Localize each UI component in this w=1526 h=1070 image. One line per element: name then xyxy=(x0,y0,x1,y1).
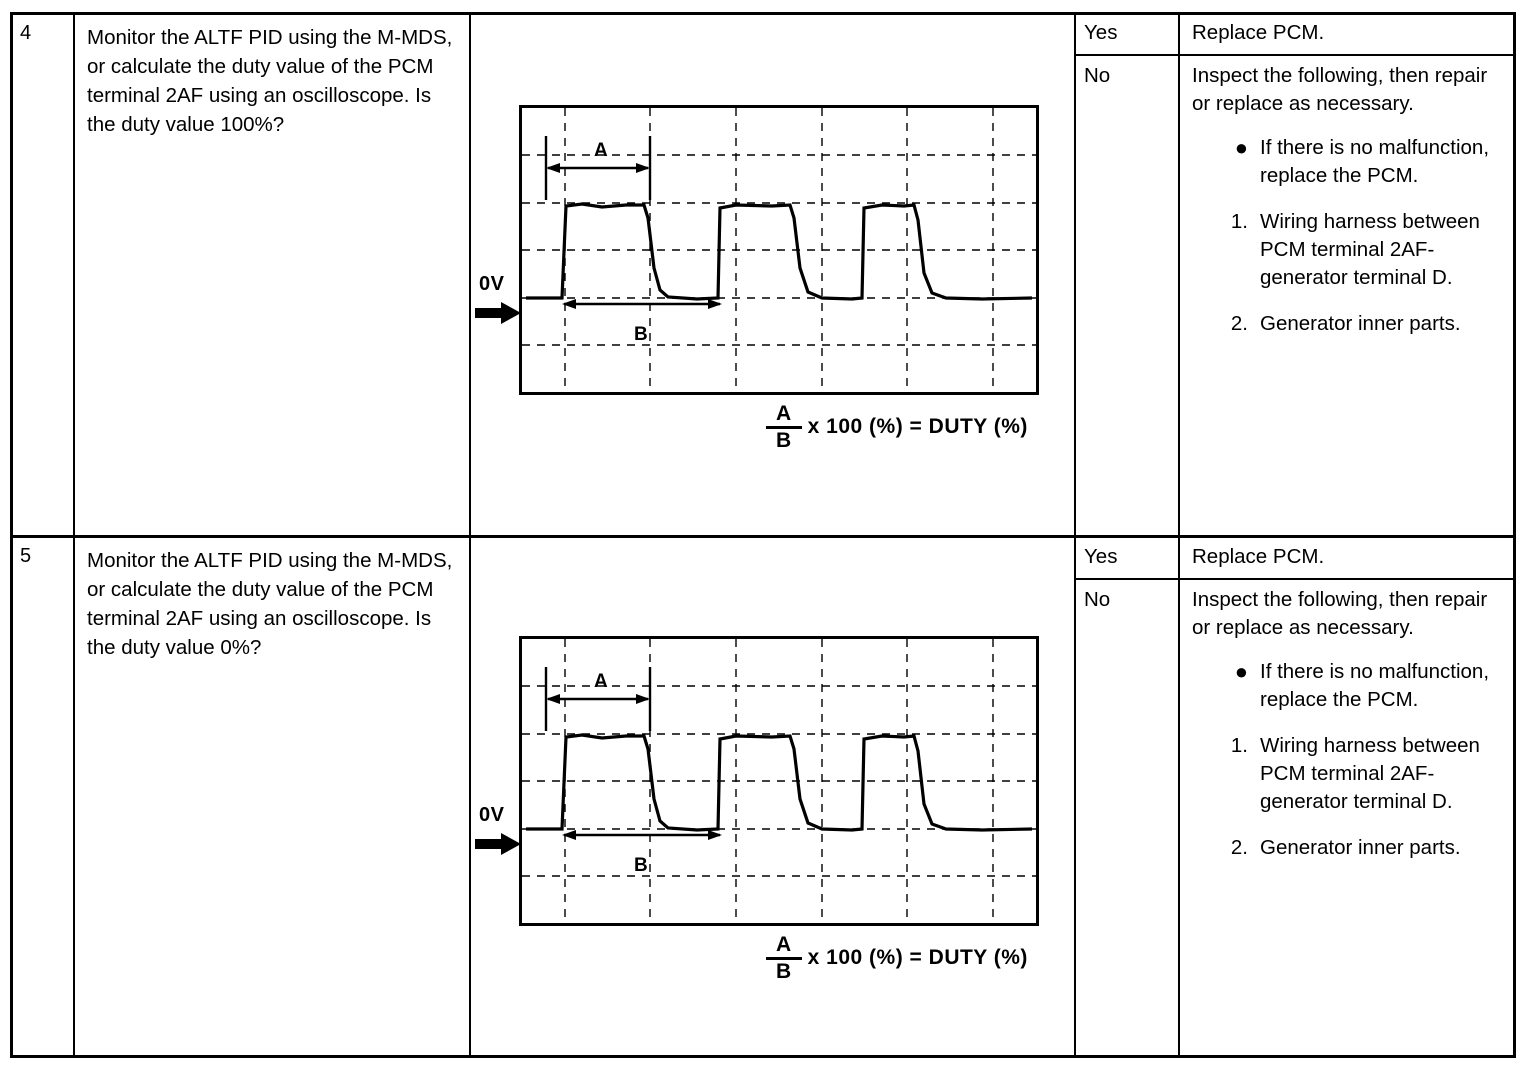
list-text: If there is no malfunction, replace the PCM. xyxy=(1260,136,1490,187)
action-yes: Replace PCM. xyxy=(1180,538,1513,580)
duty-formula-rest: x 100 (%) = DUTY (%) xyxy=(807,415,1028,439)
answer-no: No xyxy=(1084,588,1111,611)
step-number-cell xyxy=(13,15,75,535)
oscilloscope-figure xyxy=(471,538,1076,1055)
list-marker: 2. xyxy=(1230,312,1248,335)
action-column xyxy=(1180,538,1513,1055)
action-no xyxy=(1180,56,1513,535)
scope-waveform xyxy=(522,108,1036,392)
duty-denominator: B xyxy=(776,429,792,452)
step-question-cell xyxy=(75,538,471,1055)
duty-numerator: A xyxy=(766,403,802,429)
action-no-text: Inspect the following, then repair or replace as necessary. xyxy=(1192,588,1488,639)
label-a: A xyxy=(594,140,608,161)
zero-volt-arrow-icon xyxy=(475,300,523,328)
scope-screen xyxy=(519,636,1039,926)
zero-volt-label: 0V xyxy=(479,804,505,826)
action-no-list xyxy=(1192,658,1503,862)
duty-fraction xyxy=(766,403,802,452)
label-b: B xyxy=(634,855,648,876)
step-question-cell xyxy=(75,15,471,535)
duty-formula-rest: x 100 (%) = DUTY (%) xyxy=(807,946,1028,970)
list-text: Wiring harness between PCM terminal 2AF-generator terminal D. xyxy=(1260,734,1480,813)
answer-yes: Yes xyxy=(1076,538,1178,580)
zero-volt-arrow-icon xyxy=(475,831,523,859)
answer-yes: Yes xyxy=(1076,15,1178,56)
list-item xyxy=(1192,208,1503,292)
oscilloscope-figure-cell xyxy=(471,15,1076,535)
table-row xyxy=(13,15,1513,538)
list-item xyxy=(1192,134,1503,190)
duty-numerator: A xyxy=(766,934,802,960)
list-item xyxy=(1192,310,1503,338)
action-no xyxy=(1180,580,1513,1055)
oscilloscope-figure xyxy=(471,15,1076,535)
step-number: 4 xyxy=(20,22,32,44)
label-a: A xyxy=(594,671,608,692)
duty-fraction xyxy=(766,934,802,983)
action-yes: Replace PCM. xyxy=(1180,15,1513,56)
list-item xyxy=(1192,834,1503,862)
scope-screen xyxy=(519,105,1039,395)
duty-formula xyxy=(766,403,1028,452)
table-row xyxy=(13,538,1513,1055)
list-text: Generator inner parts. xyxy=(1260,836,1461,859)
diagnostic-table xyxy=(10,12,1516,1058)
list-marker: 1. xyxy=(1230,734,1248,757)
list-text: Wiring harness between PCM terminal 2AF-generator terminal D. xyxy=(1260,210,1480,289)
list-item xyxy=(1192,658,1503,714)
list-marker: 2. xyxy=(1230,836,1248,859)
list-marker: ● xyxy=(1234,659,1248,684)
zero-volt-label: 0V xyxy=(479,273,505,295)
list-marker: 1. xyxy=(1230,210,1248,233)
step-number: 5 xyxy=(20,545,32,567)
step-question: Monitor the ALTF PID using the M-MDS, or calculate the duty value of the PCM terminal 2AF using an oscilloscope. Is the duty value 100%? xyxy=(87,26,453,136)
scope-waveform xyxy=(522,639,1036,923)
step-number-cell xyxy=(13,538,75,1055)
action-no-list xyxy=(1192,134,1503,338)
answer-column xyxy=(1076,538,1180,1055)
label-b: B xyxy=(634,324,648,345)
answer-no: No xyxy=(1084,64,1111,87)
action-column xyxy=(1180,15,1513,535)
duty-denominator: B xyxy=(776,960,792,983)
list-marker: ● xyxy=(1234,135,1248,160)
answer-column xyxy=(1076,15,1180,535)
oscilloscope-figure-cell xyxy=(471,538,1076,1055)
list-item xyxy=(1192,732,1503,816)
list-text: Generator inner parts. xyxy=(1260,312,1461,335)
step-question: Monitor the ALTF PID using the M-MDS, or calculate the duty value of the PCM terminal 2AF using an oscilloscope. Is the duty value 0%? xyxy=(87,549,453,659)
duty-formula xyxy=(766,934,1028,983)
list-text: If there is no malfunction, replace the PCM. xyxy=(1260,660,1490,711)
action-no-text: Inspect the following, then repair or replace as necessary. xyxy=(1192,64,1488,115)
